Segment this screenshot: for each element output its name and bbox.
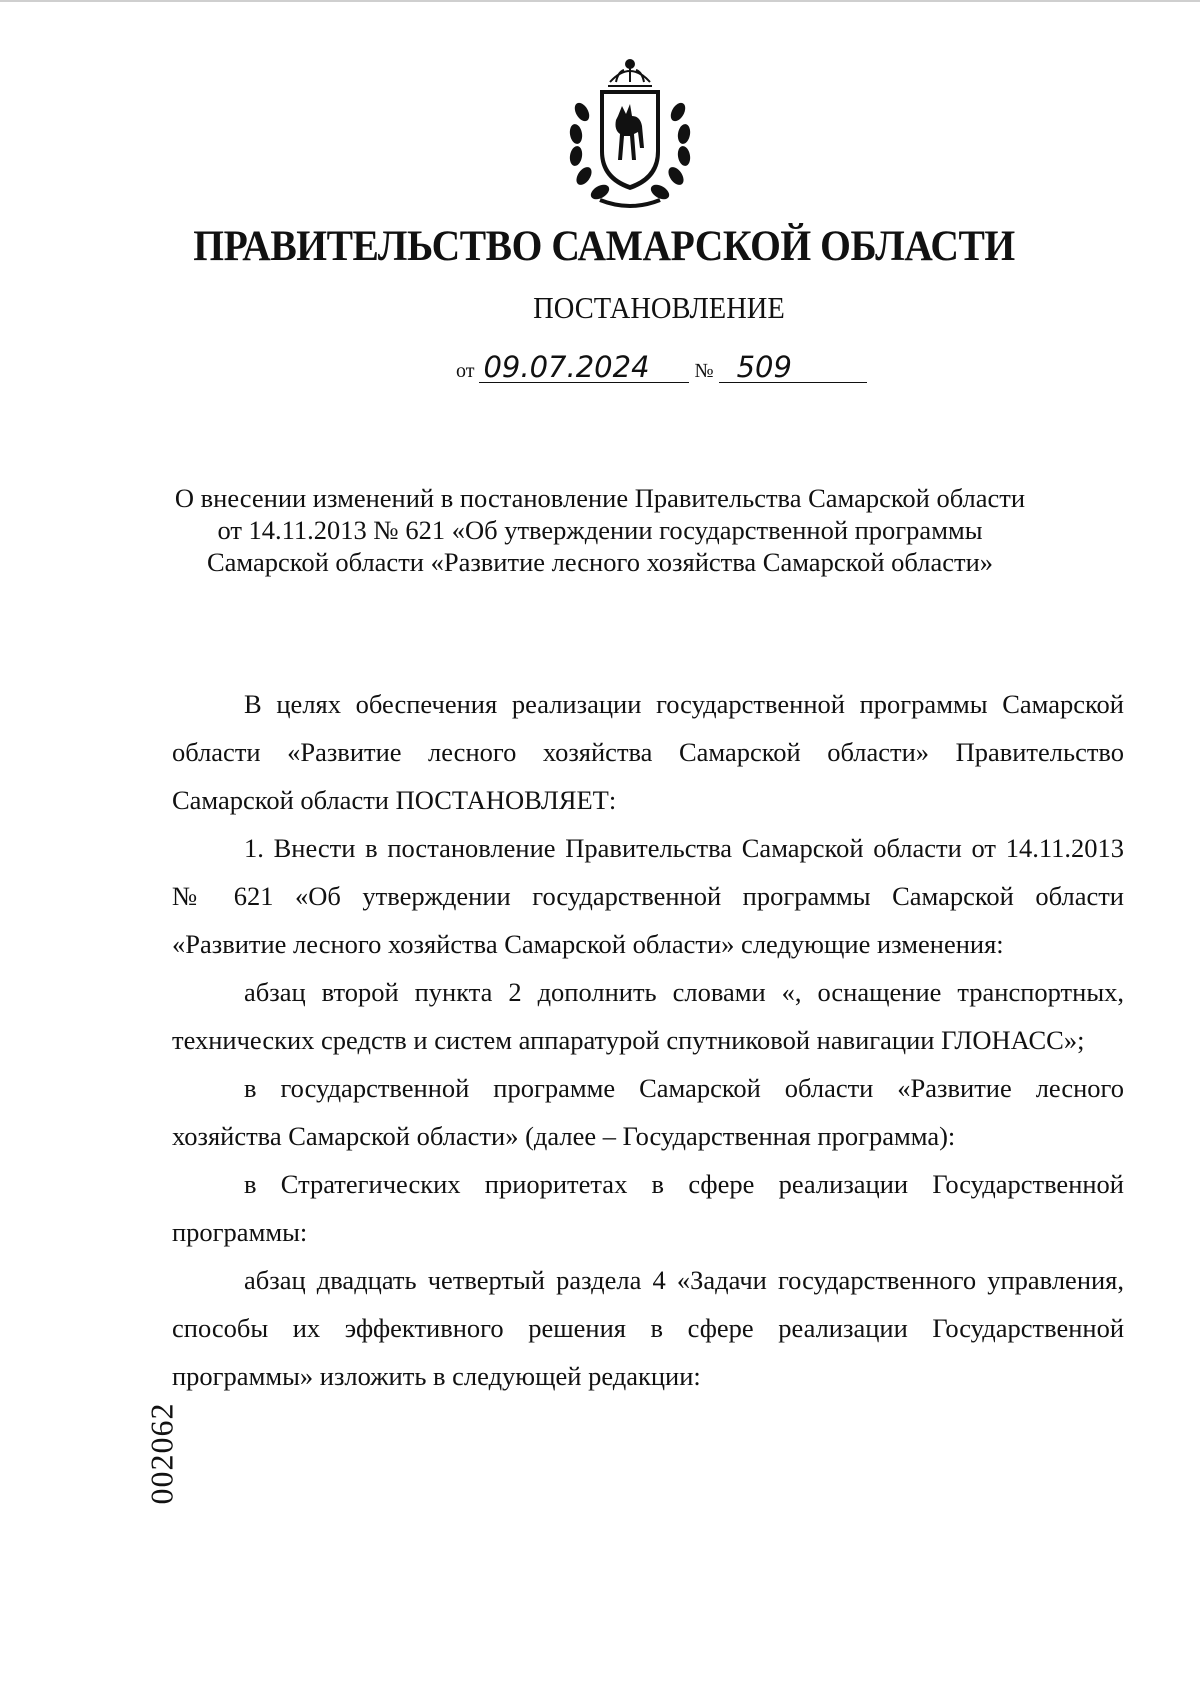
body-paragraph: в Стратегических приоритетах в сфере реализации Государственной программы: bbox=[172, 1169, 1124, 1247]
body-paragraph: В целях обеспечения реализации государственной программы Самарской области «Развитие лесного хозяйства Самарской области» Правительство Самарской области ПОСТАНОВЛЯЕТ: bbox=[172, 689, 1124, 815]
body-paragraph: абзац второй пункта 2 дополнить словами «, оснащение транспортных, технических средств и систем аппаратурой спутниковой навигации ГЛОНАСС»; bbox=[172, 977, 1124, 1055]
body-paragraph: 1. Внести в постановление Правительства Самарской области от 14.11.2013 № 621 «Об утверждении государственной программы Самарской области «Развитие лесного хозяйства Самарской области» следующие изменения: bbox=[172, 833, 1124, 959]
document-subject bbox=[150, 482, 1050, 578]
document-type: ПОСТАНОВЛЕНИЕ bbox=[533, 290, 785, 325]
organization-title: ПРАВИТЕЛЬСТВО САМАРСКОЙ ОБЛАСТИ bbox=[193, 223, 1015, 270]
subject-line: О внесении изменений в постановление Правительства Самарской области bbox=[174, 483, 1026, 513]
date-label: от bbox=[456, 360, 475, 382]
document-number: 509 bbox=[719, 352, 867, 383]
number-label: № bbox=[694, 360, 714, 382]
body-paragraph: в государственной программе Самарской области «Развитие лесного хозяйства Самарской области» (далее – Государственная программа): bbox=[172, 1073, 1124, 1151]
body-paragraph: абзац двадцать четвертый раздела 4 «Задачи государственного управления, способы их эффективного решения в сфере реализации Государственной программы» изложить в следующей редакции: bbox=[172, 1265, 1124, 1391]
document-body bbox=[172, 680, 1124, 1400]
scan-top-edge bbox=[0, 0, 1200, 2]
subject-line: Самарской области «Развитие лесного хозяйства Самарской области» bbox=[206, 547, 994, 577]
coat-of-arms-emblem bbox=[560, 52, 700, 212]
document-date: 09.07.2024 bbox=[479, 352, 689, 383]
side-serial-number: 002062 bbox=[143, 1402, 180, 1505]
date-number-line bbox=[456, 352, 867, 383]
subject-line: от 14.11.2013 № 621 «Об утверждении государственной программы bbox=[217, 515, 983, 545]
